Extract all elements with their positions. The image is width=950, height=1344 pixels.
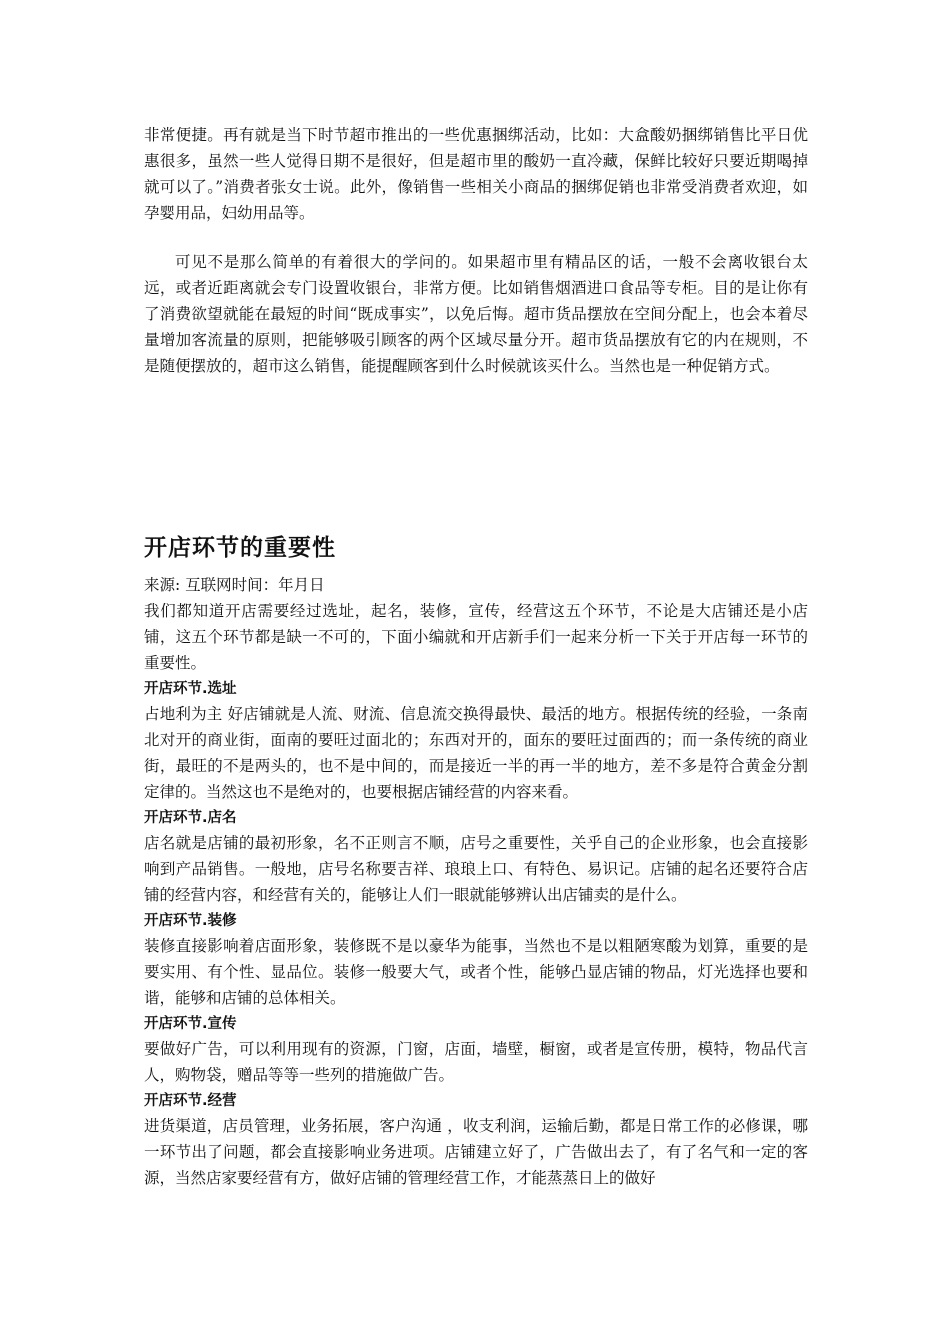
article-lead: 我们都知道开店需要经过选址，起名，装修，宣传，经营这五个环节，不论是大店铺还是小店铺，这五个环节都是缺一不可的，下面小编就和开店新手们一起来分析一下关于开店每一环节的重要性。	[144, 602, 808, 672]
section-heading-promotion: 开店环节.宣传	[144, 1016, 237, 1032]
article-title: 开店环节的重要性	[144, 535, 336, 561]
section-body-name: 店名就是店铺的最初形象，名不正则言不顺，店号之重要性，关乎自己的企业形象，也会直接影响到产品销售。一般地，店号名称要吉祥、琅琅上口、有特色、易识记。店铺的起名还要符合店铺的经营内容，和经营有关的，能够让人们一眼就能够辨认出店铺卖的是什么。	[144, 834, 808, 904]
section-body-operation: 进货渠道，店员管理，业务拓展，客户沟通 ，收支利润，运输后勤，都是日常工作的必修课，哪一环节出了问题，都会直接影响业务进项。店铺建立好了，广告做出去了，有了名气和一定的客源，当然店家要经营有方，做好店铺的管理经营工作，才能蒸蒸日上的做好	[144, 1117, 808, 1187]
article-body	[144, 572, 808, 1191]
section-heading-decoration: 开店环节.装修	[144, 913, 237, 929]
intro-paragraph-2: 可见不是那么简单的有着很大的学问的。如果超市里有精品区的话，一般不会离收银台太远，或者近距离就会专门设置收银台，非常方便。比如销售烟酒进口食品等专柜。目的是让你有了消费欲望就能在最短的时间“既成事实”，以免后悔。超市货品摆放在空间分配上，也会本着尽量增加客流量的原则，把能够吸引顾客的两个区域尽量分开。超市货品摆放有它的内在规则，不是随便摆放的，超市这么销售，能提醒顾客到什么时候就该买什么。当然也是一种促销方式。	[144, 253, 808, 375]
section-body-decoration: 装修直接影响着店面形象，装修既不是以豪华为能事，当然也不是以粗陋寒酸为划算，重要的是要实用、有个性、显品位。装修一般要大气，或者个性，能够凸显店铺的物品，灯光选择也要和谐，能够和店铺的总体相关。	[144, 937, 808, 1007]
section-heading-location: 开店环节.选址	[144, 681, 237, 697]
section-body-location: 占地利为主 好店铺就是人流、财流、信息流交换得最快、最活的地方。根据传统的经验，一条南北对开的商业街，面南的要旺过面北的；东西对开的，面东的要旺过面西的；而一条传统的商业街，最旺的不是两头的，也不是中间的，而是接近一半的再一半的地方，差不多是符合黄金分割定律的。当然这也不是绝对的，也要根据店铺经营的内容来看。	[144, 705, 808, 801]
section-heading-operation: 开店环节.经营	[144, 1093, 237, 1109]
article-meta: 来源: 互联网时间：年月日	[144, 576, 325, 594]
section-body-promotion: 要做好广告，可以利用现有的资源，门窗，店面，墙壁，橱窗，或者是宣传册，模特，物品代言人，购物袋，赠品等等一些列的措施做广告。	[144, 1040, 808, 1084]
section-heading-name: 开店环节.店名	[144, 810, 237, 826]
intro-paragraph-1: 非常便捷。再有就是当下时节超市推出的一些优惠捆绑活动，比如：大盒酸奶捆绑销售比平日优惠很多，虽然一些人觉得日期不是很好，但是超市里的酸奶一直冷藏，保鲜比较好只要近期喝掉就可以了。”消费者张女士说。此外，像销售一些相关小商品的捆绑促销也非常受消费者欢迎，如孕婴用品，妇幼用品等。	[144, 126, 808, 222]
